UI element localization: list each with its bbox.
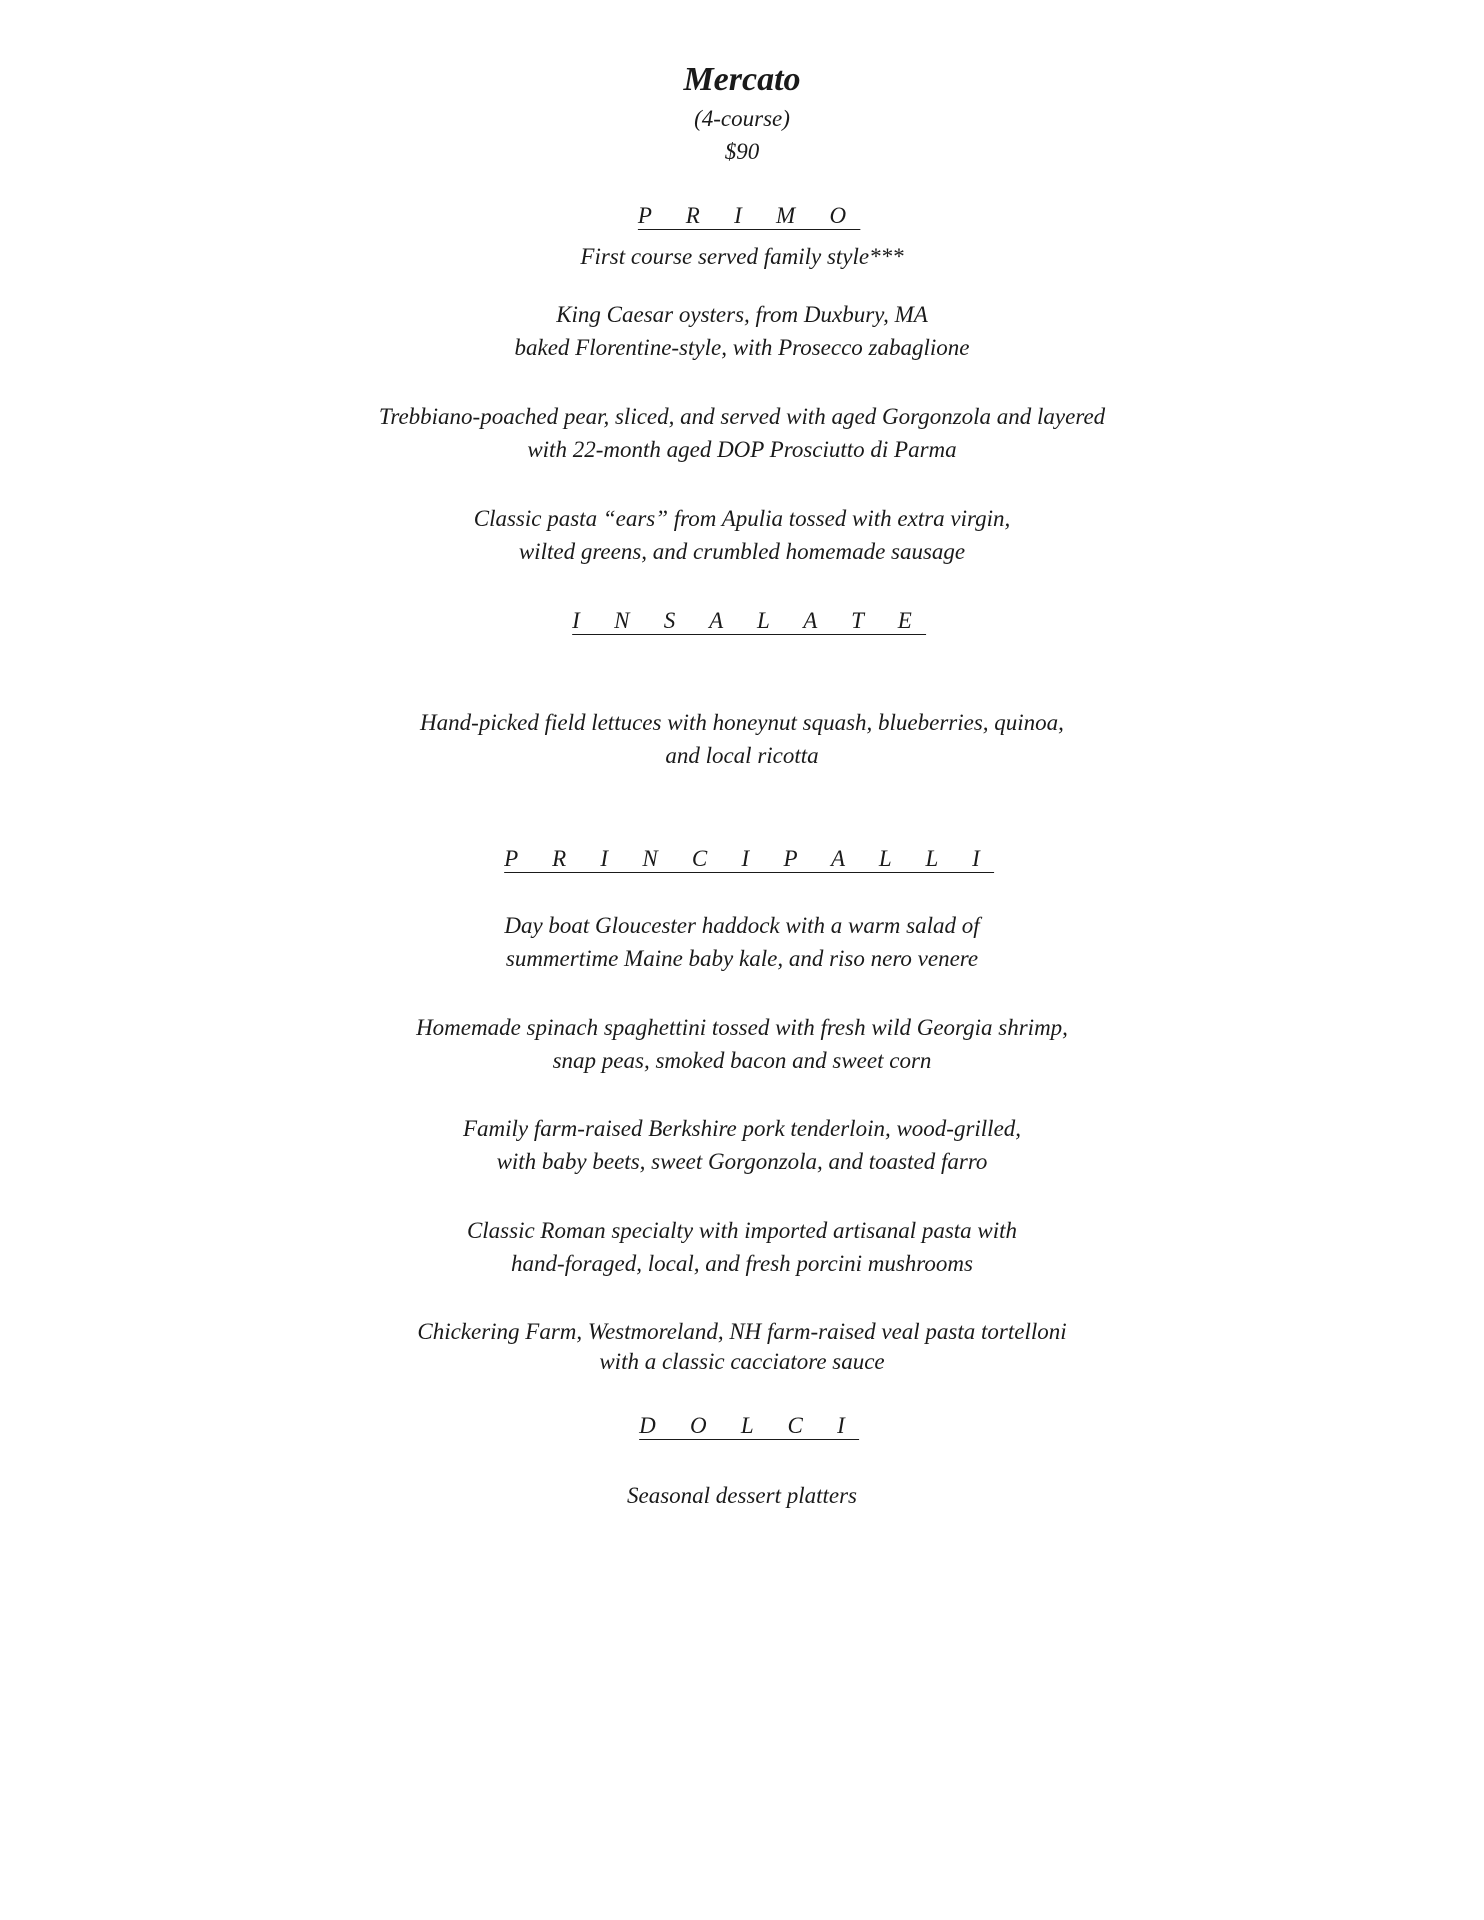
principalli-item-1-line-1: Day boat Gloucester haddock with a warm salad of [504,913,980,938]
principalli-item-2-line-1: Homemade spinach spaghettini tossed with fresh wild Georgia shrimp, [416,1015,1068,1040]
primo-item-3-line-1: Classic pasta “ears” from Apulia tossed with extra virgin, [473,506,1011,531]
primo-item-1-line-1: King Caesar oysters, from Duxbury, MA [556,302,928,327]
menu-price: $90 [724,139,760,164]
primo-note: First course served family style*** [580,244,904,269]
course-count: (4-course) [694,106,790,131]
principalli-item-3-line-2: with baby beets, sweet Gorgonzola, and toasted farro [496,1149,988,1174]
primo-item-2-line-1: Trebbiano-poached pear, sliced, and served with aged Gorgonzola and layered [378,404,1106,429]
principalli-item-4-line-1: Classic Roman specialty with imported artisanal pasta with [466,1218,1018,1243]
principalli-item-5-line-1: Chickering Farm, Westmoreland, NH farm-raised veal pasta tortelloni [417,1319,1067,1344]
principalli-item-1-line-2: summertime Maine baby kale, and riso nero venere [505,946,979,971]
section-heading-principalli: P R I N C I P A L L I [504,846,995,871]
principalli-item-2-line-2: snap peas, smoked bacon and sweet corn [552,1048,932,1073]
menu-title: Mercato [683,61,801,98]
principalli-item-4-line-2: hand-foraged, local, and fresh porcini mushrooms [511,1251,973,1276]
section-heading-dolci: D O L C I [639,1413,860,1438]
dolci-item-1: Seasonal dessert platters [627,1483,857,1508]
primo-item-3-line-2: wilted greens, and crumbled homemade sausage [518,539,966,564]
insalate-item-1-line-2: and local ricotta [665,743,819,768]
primo-item-2-line-2: with 22-month aged DOP Prosciutto di Parma [527,437,957,462]
principalli-item-5-line-2: with a classic cacciatore sauce [599,1349,885,1374]
primo-item-1-line-2: baked Florentine-style, with Prosecco zabaglione [514,335,970,360]
section-heading-insalate: I N S A L A T E [572,608,927,633]
section-heading-primo: P R I M O [637,203,861,228]
principalli-item-3-line-1: Family farm-raised Berkshire pork tenderloin, wood-grilled, [462,1116,1022,1141]
insalate-item-1-line-1: Hand-picked field lettuces with honeynut squash, blueberries, quinoa, [420,710,1064,735]
